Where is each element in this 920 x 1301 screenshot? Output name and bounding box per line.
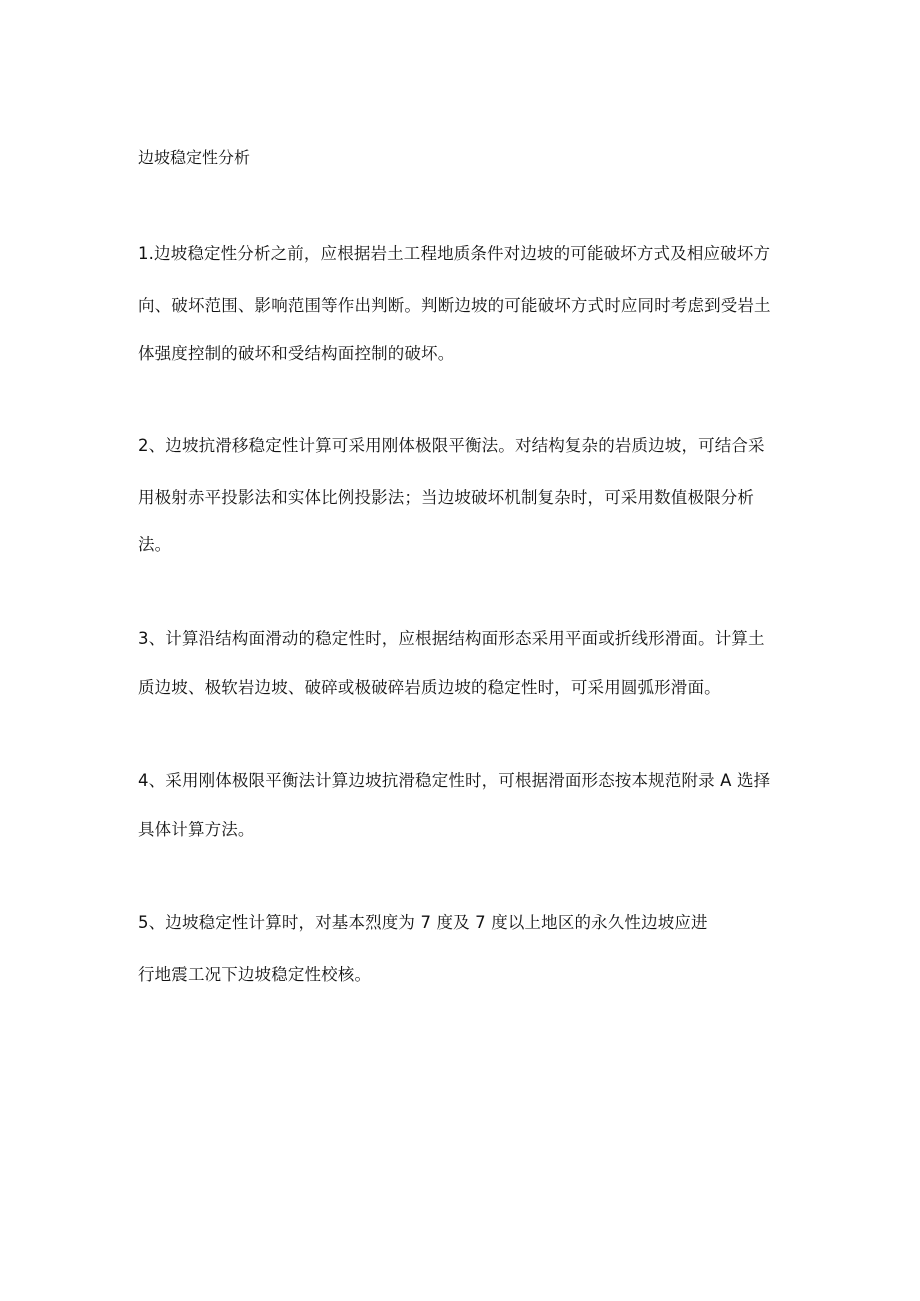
paragraph-4-line-1: 4、采用刚体极限平衡法计算边坡抗滑稳定性时，可根据滑面形态按本规范附录 A 选择: [138, 771, 771, 790]
paragraph-3-line-2: 质边坡、极软岩边坡、破碎或极破碎岩质边坡的稳定性时，可采用圆弧形滑面。: [138, 678, 721, 697]
paragraph-4-line-2: 具体计算方法。: [138, 820, 255, 839]
paragraph-3-line-1: 3、计算沿结构面滑动的稳定性时，应根据结构面形态采用平面或折线形滑面。计算土: [138, 629, 765, 648]
paragraph-1-line-3: 体强度控制的破坏和受结构面控制的破坏。: [138, 344, 455, 363]
paragraph-2-line-1: 2、边坡抗滑移稳定性计算可采用刚体极限平衡法。对结构复杂的岩质边坡，可结合采: [138, 436, 765, 455]
paragraph-2-line-3: 法。: [138, 535, 172, 554]
paragraph-1-line-1: 1.边坡稳定性分析之前，应根据岩土工程地质条件对边坡的可能破坏方式及相应破坏方: [138, 244, 771, 263]
paragraph-5-line-2: 行地震工况下边坡稳定性校核。: [138, 965, 372, 984]
paragraph-5-line-1: 5、边坡稳定性计算时，对基本烈度为 7 度及 7 度以上地区的永久性边坡应进: [138, 913, 708, 932]
paragraph-1-line-2: 向、破坏范围、影响范围等作出判断。判断边坡的可能破坏方式时应同时考虑到受岩土: [138, 296, 771, 315]
document-title: 边坡稳定性分析: [138, 148, 251, 167]
paragraph-2-line-2: 用极射赤平投影法和实体比例投影法；当边坡破坏机制复杂时，可采用数值极限分析: [138, 488, 755, 507]
